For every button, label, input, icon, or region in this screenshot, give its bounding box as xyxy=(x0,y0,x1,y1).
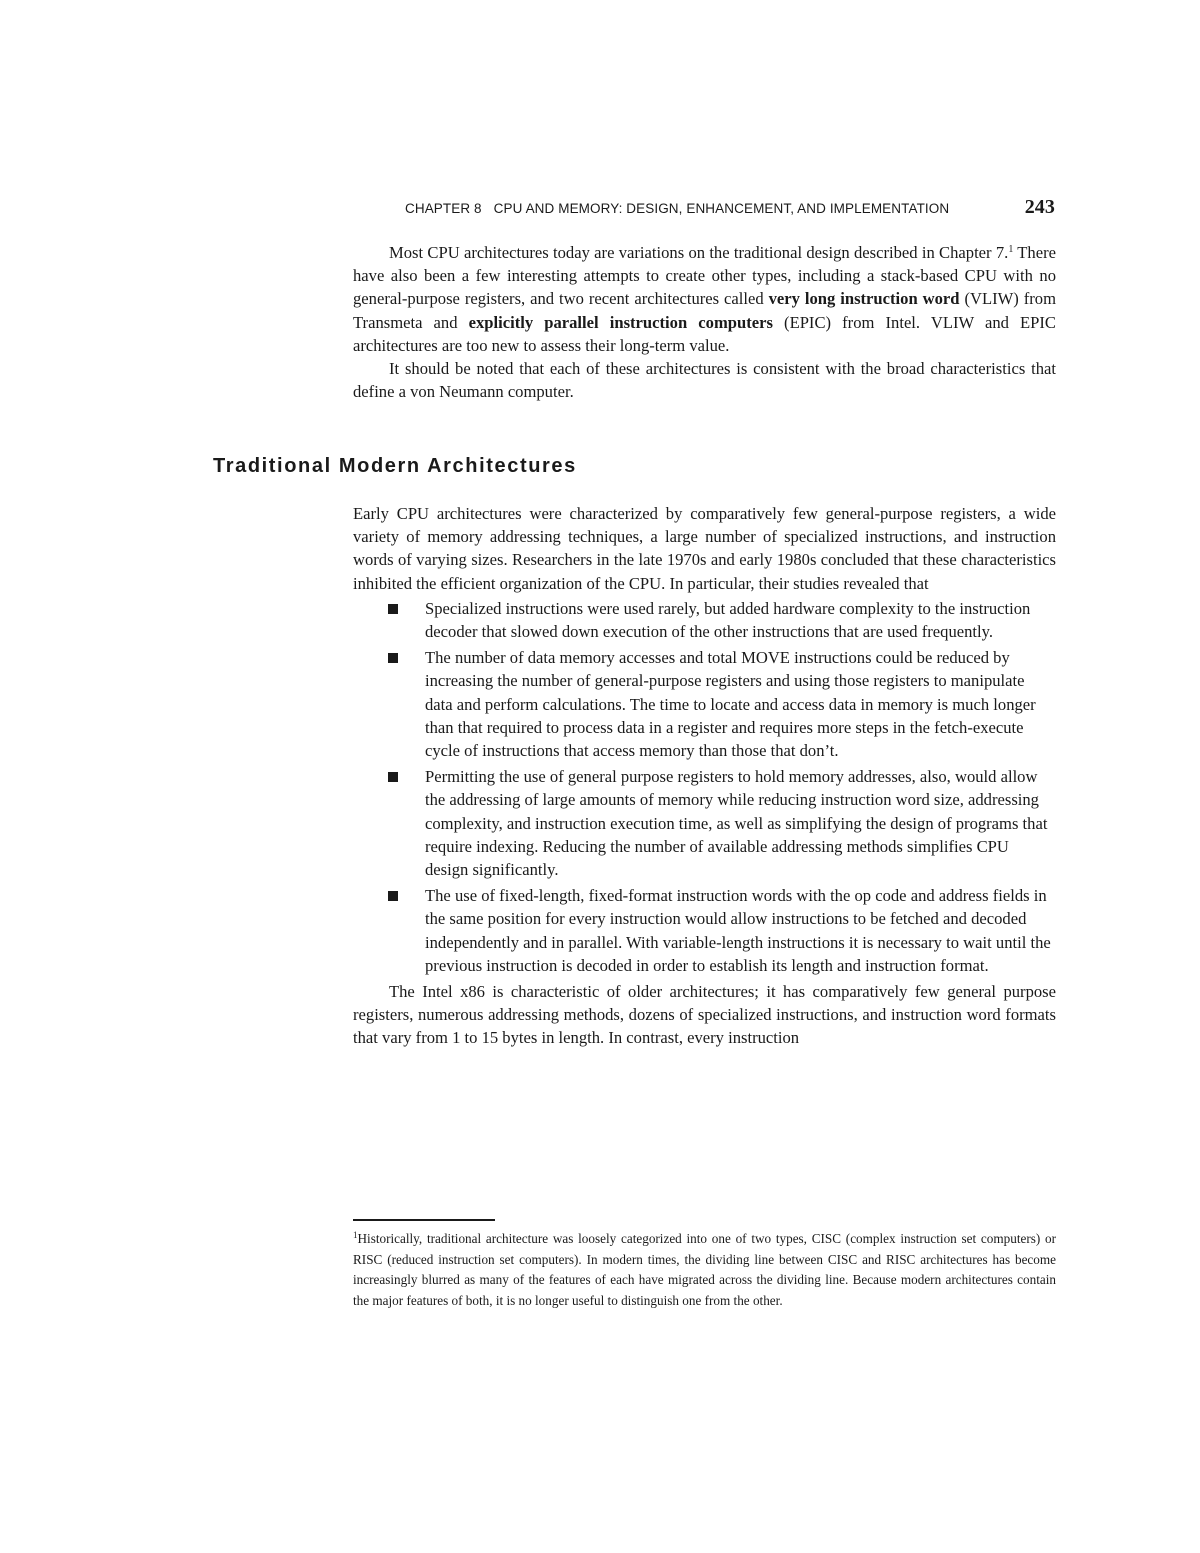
section-text xyxy=(353,502,1056,1050)
page-number: 243 xyxy=(1024,196,1055,218)
list-item xyxy=(425,646,1056,762)
footnote-divider xyxy=(353,1219,495,1221)
intro-paragraph-1 xyxy=(353,241,1056,357)
section-paragraph-2: The Intel x86 is characteristic of older architectures; it has comparatively few general purpose registers, numerous addressing methods, dozens of specialized instructions, and instruction word formats that vary from 1 to 15 bytes in length. In contrast, every instruction xyxy=(353,982,1056,1048)
square-bullet-icon xyxy=(388,604,398,614)
square-bullet-icon xyxy=(388,891,398,901)
list-item-text: The number of data memory accesses and total MOVE instructions could be reduced by increasing the number of general-purpose registers and using those registers to manipulate data and perform calculations. The time to locate and access data in memory is much longer than that required to process data in a register and requires more steps in the fetch-execute cycle of instructions that access memory than those that don’t. xyxy=(425,648,1036,761)
list-item-text: Permitting the use of general purpose registers to hold memory addresses, also, would allow the addressing of large amounts of memory while reducing instruction word size, addressing complexity, and instruction execution time, as well as simplifying the design of programs that require indexing. Reducing the number of available addressing methods simplifies CPU design significantly. xyxy=(425,767,1048,880)
square-bullet-icon xyxy=(388,653,398,663)
footnote-reference: 1 xyxy=(1008,244,1014,255)
intro-text xyxy=(353,241,1056,403)
findings-list xyxy=(353,597,1056,977)
running-header xyxy=(405,196,1055,219)
intro-text-part: (EPIC) from Intel. VLIW and EPIC architectures are too new to assess their long-term value. xyxy=(353,312,1057,355)
term-vliw: very long instruction word xyxy=(768,289,960,309)
square-bullet-icon xyxy=(388,772,398,782)
chapter-label: CHAPTER 8 xyxy=(405,201,482,216)
list-item xyxy=(425,597,1056,643)
footnote-marker: 1 xyxy=(353,1230,358,1240)
intro-text-part: There have also been a few interesting attempts to create other types, including a stack-based CPU with no general-purpose registers, and two recent architectures called xyxy=(353,243,1056,309)
intro-text-part: (VLIW) from Transmeta and xyxy=(353,289,1056,332)
term-epic: explicitly parallel instruction computers xyxy=(468,312,773,332)
footnote xyxy=(353,1229,1056,1311)
footnote-text: Historically, traditional architecture was loosely categorized into one of two types, CISC (complex instruction set computers) or RISC (reduced instruction set computers). In modern times, the dividing line between CISC and RISC architectures has become increasingly blurred as many of the features of each have migrated across the dividing line. Because modern architectures contain the major features of both, it is no longer useful to distinguish one from the other. xyxy=(353,1231,1056,1308)
section-heading: Traditional Modern Architectures xyxy=(213,455,577,477)
list-item-text: The use of fixed-length, fixed-format instruction words with the op code and address fields in the same position for every instruction would allow instructions to be fetched and decoded independently and in parallel. With variable-length instructions it is necessary to wait until the previous instruction is decoded in order to establish its length and instruction format. xyxy=(425,886,1051,975)
intro-paragraph-2: It should be noted that each of these architectures is consistent with the broad characteristics that define a von Neumann computer. xyxy=(353,359,1056,402)
list-item-text: Specialized instructions were used rarely, but added hardware complexity to the instruction decoder that slowed down execution of the other instructions that are used frequently. xyxy=(425,598,1031,642)
chapter-title: CPU AND MEMORY: DESIGN, ENHANCEMENT, AND IMPLEMENTATION xyxy=(493,201,950,216)
list-item xyxy=(425,765,1056,881)
intro-text-part: Most CPU architectures today are variations on the traditional design described in Chapter 7. xyxy=(389,243,1009,262)
list-item xyxy=(425,884,1056,977)
section-paragraph-1: Early CPU architectures were characterized by comparatively few general-purpose registers, a wide variety of memory addressing techniques, a large number of specialized instructions, and instruction words of varying sizes. Researchers in the late 1970s and early 1980s concluded that these characteristics inhibited the efficient organization of the CPU. In particular, their studies revealed that xyxy=(353,504,1056,593)
